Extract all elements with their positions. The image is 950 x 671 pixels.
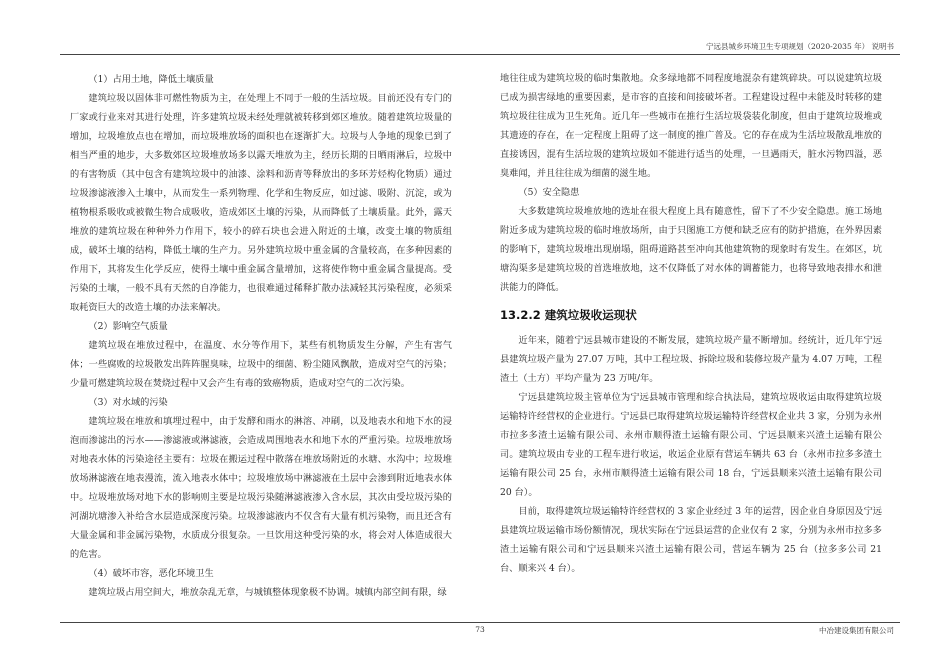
paragraph: 建筑垃圾在堆放过程中，在温度、水分等作用下，某些有机物质发生分解，产生有害气体；一些腐败的垃圾散发出阵阵腥臭味，垃圾中的细菌、粉尘随风飘散，造成对空气的污染；少量可燃建筑垃圾在焚烧过程中又会产生有毒的致癌物质，造成对空气的二次污染。	[70, 340, 452, 389]
subsection-title: （3）对水域的污染	[88, 397, 168, 408]
subsection-title: （1）占用土地，降低土壤质量	[88, 74, 214, 85]
section-heading: 13.2.2 建筑垃圾收运现状	[500, 308, 637, 322]
paragraph: 建筑垃圾占用空间大，堆放杂乱无章，与城镇整体现象极不协调。城镇内部空间有限，绿	[88, 587, 447, 598]
paragraph: 宁远县建筑垃圾主管单位为宁远县城市管理和综合执法局，建筑垃圾收运由取得建筑垃圾运输特许经营权的企业进行。宁远县已取得建筑垃圾运输特许经营权企业共 3 家，分别为永州市拉多多渣土运输有限公司、永州市顺得渣土运输有限公司、宁远县顺来兴渣土运输有限公司。建筑垃圾由专业的工程车进行收运，收运企业原有营运车辆共 63 台（永州市拉多多渣土运输有限公司 25 台，永州市顺得渣土运输有限公司 18 台，宁远县顺来兴渣土运输有限公司 20 台）。	[500, 392, 882, 498]
paragraph: 建筑垃圾以固体非可燃性物质为主，在处理上不同于一般的生活垃圾。目前还没有专门的厂家或行业来对其进行处理，许多建筑垃圾未经处理就被转移到郊区堆放。随着建筑垃圾量的增加，垃圾堆放点也在增加，而垃圾堆放场的面积也在逐渐扩大。垃圾与人争地的现象已到了相当严重的地步，大多数郊区垃圾堆放场多以露天堆放为主，经历长期的日晒雨淋后，垃圾中的有害物质（其中包含有建筑垃圾中的油漆、涂料和沥青等释放出的多环芳烃构化物质）通过垃圾渗滤液渗入土壤中，从而发生一系列物理、化学和生物反应，如过滤、吸附、沉淀，或为植物根系吸收或被微生物合成吸收，造成郊区土壤的污染，从而降低了土壤质量。此外，露天堆放的建筑垃圾在种种外力作用下，较小的碎石块也会进入附近的土壤，改变土壤的物质组成，破坏土壤的结构，降低土壤的生产力。另外建筑垃圾中重金属的含量较高，在多种因素的作用下，其将发生化学反应，使得土壤中重金属含量增加，这将使作物中重金属含量提高。受污染的土壤，一般不具有天然的自净能力，也很难通过稀释扩散办法减轻其污染程度，必须采取耗资巨大的改造土壤的办法来解决。	[70, 93, 452, 313]
subsection-title: （5）安全隐患	[518, 187, 580, 198]
subsection-title: （2）影响空气质量	[88, 321, 168, 332]
page-header	[60, 40, 900, 55]
page-footer	[60, 622, 900, 637]
header-title: 宁远县城乡环境卫生专项规划（2020-2035 年） 说明书	[706, 42, 894, 51]
footer-company: 中冶建设集团有限公司	[819, 626, 894, 635]
paragraph-continued: 地往往成为建筑垃圾的临时集散地。众多绿地都不同程度地混杂有建筑碎块。可以说建筑垃圾已成为损害绿地的重要因素，是市容的直接和间接破坏者。工程建设过程中未能及时转移的建筑垃圾往往成为卫生死角。近几年一些城市在推行生活垃圾袋装化制度，但由于建筑垃圾堆或其遗迹的存在，在一定程度上阻碍了这一制度的推广普及。它的存在成为生活垃圾散乱堆放的直接诱因，混有生活垃圾的建筑垃圾如不能进行适当的处理，一旦遇雨天，脏水污物四溢，恶臭难闻，并且往往成为细菌的滋生地。	[500, 73, 882, 179]
paragraph: 近年来，随着宁远县城市建设的不断发展，建筑垃圾产量不断增加。经统计，近几年宁远县建筑垃圾产量为 27.07 万吨，其中工程垃圾、拆除垃圾和装修垃圾产量为 4.07 万吨，工程渣土（土方）平均产量为 23 万吨/年。	[500, 335, 882, 384]
page-number: 73	[475, 625, 485, 634]
paragraph: 目前，取得建筑垃圾运输特许经营权的 3 家企业经过 3 年的运营，因企业自身原因及宁远县建筑垃圾运输市场份额情况，现状实际在宁远县运营的企业仅有 2 家，分别为永州市拉多多渣土运输有限公司和宁远县顺来兴渣土运输有限公司，营运车辆为 25 台（拉多多公司 21 台、顺来兴 4 台）。	[500, 506, 882, 574]
paragraph: 建筑垃圾在堆放和填埋过程中，由于发酵和雨水的淋溶、冲刷，以及地表水和地下水的浸泡而渗滤出的污水——渗滤液或淋滤液，会造成周围地表水和地下水的严重污染。垃圾堆放场对地表水体的污染途径主要有：垃圾在搬运过程中散落在堆放场附近的水塘、水沟中；垃圾堆放场淋滤液在地表漫流，流入地表水体中；垃圾堆放场中淋滤液在土层中会渗到附近地表水体中。垃圾堆放场对地下水的影响则主要是垃圾污染随淋滤液渗入含水层，其次由受垃圾污染的河湖坑塘渗入补给含水层造成深度污染。垃圾渗滤液内不仅含有大量有机污染物，而且还含有大量金属和非金属污染物，水质成分很复杂。一旦饮用这种受污染的水，将会对人体造成很大的危害。	[70, 416, 452, 560]
paragraph: 大多数建筑垃圾堆放地的选址在很大程度上具有随意性，留下了不少安全隐患。施工场地附近多成为建筑垃圾的临时堆放场所，由于只图施工方便和缺乏应有的防护措施，在外界因素的影响下，建筑垃圾堆出现崩塌，阻碍道路甚至冲向其他建筑物的现象时有发生。在郊区，坑塘沟渠多是建筑垃圾的首选堆放地，这不仅降低了对水体的调蓄能力，也将导致地表排水和泄洪能力的降低。	[500, 206, 882, 293]
left-column	[70, 70, 452, 602]
subsection-title: （4）破坏市容，恶化环境卫生	[88, 568, 214, 579]
right-column	[500, 69, 882, 578]
